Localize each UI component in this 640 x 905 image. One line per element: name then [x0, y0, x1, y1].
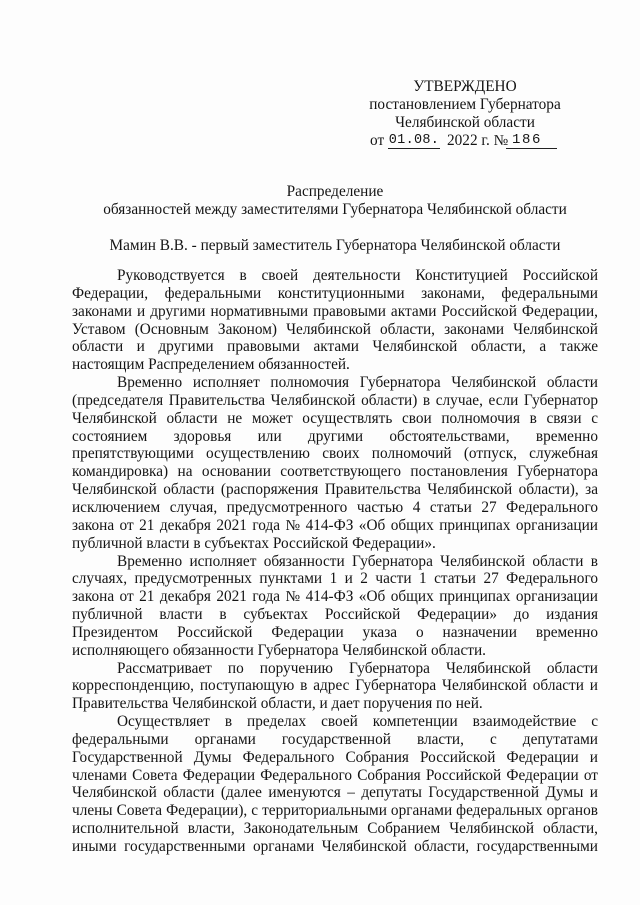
document-title-line: обязанностей между заместителями Губернатора Челябинской области — [103, 201, 567, 218]
approval-issuer-line: Челябинской области — [395, 113, 535, 131]
paragraph — [72, 267, 598, 374]
paragraph-line: (председателя Правительства Челябинской области) в случае, если Губернатор — [72, 391, 598, 409]
paragraph-line: закона от 21 декабря 2021 года № 414-ФЗ «Об общих принципах организации — [72, 588, 598, 606]
paragraph — [72, 553, 598, 660]
paragraph-line: публичной власти в субъектах Российской Федерации». — [72, 534, 436, 552]
paragraph-line: Челябинской области (далее именуются – депутаты Государственной Думы и — [72, 784, 598, 802]
paragraph-line: состоянием здоровья или другими обстоятельствами, временно — [72, 427, 598, 445]
approval-date-prefix: от — [370, 131, 385, 149]
paragraph-line: командировка) на основании соответствующего постановления Губернатора — [72, 463, 598, 481]
document-title-line: Распределение — [286, 183, 384, 200]
paragraph-line: исполнительной власти, Законодательным Собранием Челябинской области, — [72, 820, 598, 838]
paragraph — [72, 660, 598, 714]
paragraph-line: исключением случая, предусмотренного частью 4 статьи 27 Федерального — [72, 498, 598, 516]
paragraph-line: Государственной Думы Федерального Собрания Российской Федерации и — [72, 748, 598, 766]
paragraph-line: члены Совета Федерации), с территориальными органами федеральных органов — [72, 802, 598, 820]
paragraph-line: случаях, предусмотренных пунктами 1 и 2 части 1 статьи 27 Федерального — [72, 570, 598, 588]
paragraph — [72, 374, 598, 552]
paragraph-line: Правительства Челябинской области, и дает поручения по ней. — [72, 695, 483, 713]
paragraph-line: Челябинской области не может осуществлять свои полномочия в связи с — [72, 409, 598, 427]
paragraph-line: законами и другими нормативными правовыми актами Российской Федерации, — [72, 302, 598, 320]
paragraph-line: Президентом Российской Федерации указа о назначении временно — [72, 623, 598, 641]
approval-date-line — [368, 132, 562, 150]
document-title — [72, 183, 598, 219]
paragraph-line: Рассматривает по поручению Губернатора Челябинской области — [117, 659, 598, 677]
paragraph-line: корреспонденцию, поступающую в адрес Губернатора Челябинской области и — [72, 677, 598, 695]
paragraph-line: закона от 21 декабря 2021 года № 414-ФЗ «Об общих принципах организации — [72, 516, 598, 534]
approval-stamp: УТВЕРЖДЕНО — [413, 78, 517, 95]
approval-issuer-line: постановлением Губернатора — [369, 95, 561, 113]
paragraph-line: Федерации, федеральными конституционными законами, федеральными — [72, 284, 598, 302]
paragraph-line: публичной власти в субъектах Российской Федерации» до издания — [72, 606, 598, 624]
paragraph-line: иными государственными органами Челябинской области, государственными — [72, 838, 598, 855]
paragraph-line: Осуществляет в пределах своей компетенции взаимодействие с — [117, 713, 598, 731]
paragraph-line: Временно исполняет полномочия Губернатора Челябинской области — [117, 374, 598, 392]
paragraph-line: членами Совета Федерации Федерального Собрания Российской Федерации от — [72, 766, 598, 784]
paragraph-line: исполняющего обязанности Губернатора Челябинской области. — [72, 641, 486, 659]
approval-number: 186 — [506, 132, 557, 149]
paragraph-line: Уставом (Основным Законом) Челябинской области, законами Челябинской — [72, 320, 598, 338]
approval-date: 01.08. — [388, 132, 440, 148]
paragraph-line: настоящим Распределением обязанностей. — [72, 356, 350, 374]
approval-year-label: 2022 г. № — [447, 131, 509, 149]
paragraph-line: Временно исполняет обязанности Губернатора Челябинской области в — [117, 552, 598, 570]
document-body — [72, 267, 598, 856]
paragraph-line: федеральными органами государственной власти, с депутатами — [72, 730, 598, 748]
paragraph — [72, 713, 598, 856]
paragraph-line: препятствующими осуществлению своих полномочий (отпуск, служебная — [72, 445, 598, 463]
paragraph-line: Руководствуется в своей деятельности Конституцией Российской — [117, 267, 598, 284]
official-heading: Мамин В.В. - первый заместитель Губернатора Челябинской области — [109, 237, 561, 254]
approval-block — [368, 78, 562, 150]
paragraph-line: области и другими правовыми актами Челябинской области, а также — [72, 338, 598, 356]
paragraph-line: Челябинской области (распоряжения Правительства Челябинской области), за — [72, 481, 598, 499]
